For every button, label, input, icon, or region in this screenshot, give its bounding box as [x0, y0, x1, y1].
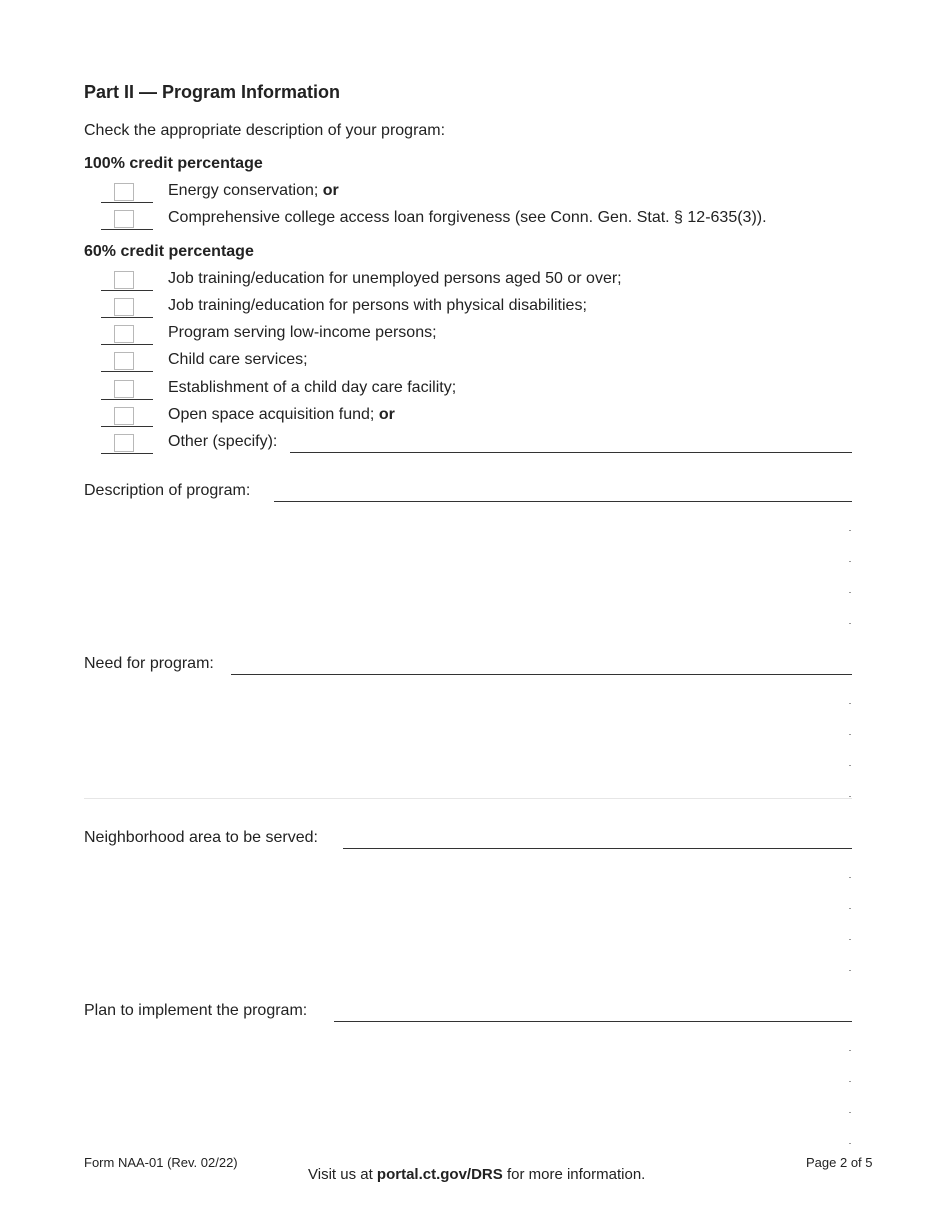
plan-label: Plan to implement the program: — [84, 1002, 308, 1019]
checkbox-underline — [101, 209, 153, 230]
page-number: Page 2 of 5 — [806, 1155, 873, 1170]
job-training-50-over-checkbox[interactable] — [114, 271, 134, 289]
job-training-disabilities-checkbox[interactable] — [114, 298, 134, 316]
other-specify-field[interactable] — [290, 432, 852, 453]
option-job-training-50-over — [84, 269, 854, 291]
checkbox-underline — [101, 270, 153, 291]
checkbox-underline — [101, 324, 153, 345]
other-checkbox[interactable] — [114, 434, 134, 452]
section-60-heading: 60% credit percentage — [84, 243, 254, 260]
line-marker — [849, 734, 851, 735]
option-energy-conservation — [84, 181, 854, 203]
line-marker — [849, 970, 851, 971]
checkbox-underline — [101, 379, 153, 400]
college-loan-forgiveness-checkbox[interactable] — [114, 210, 134, 228]
open-space-checkbox[interactable] — [114, 407, 134, 425]
line-marker — [849, 561, 851, 562]
option-label: Child care services; — [168, 351, 308, 368]
form-id: Form NAA-01 (Rev. 02/22) — [84, 1155, 238, 1170]
checkbox-underline — [101, 406, 153, 427]
part-title: Part II — Program Information — [84, 82, 341, 102]
option-label: Job training/education for persons with physical disabilities; — [168, 297, 587, 314]
need-label: Need for program: — [84, 655, 214, 672]
low-income-checkbox[interactable] — [114, 325, 134, 343]
neighborhood-label: Neighborhood area to be served: — [84, 829, 318, 846]
line-marker — [849, 703, 851, 704]
option-label: Energy conservation; or — [168, 182, 339, 199]
option-label: Job training/education for unemployed persons aged 50 or over; — [168, 270, 622, 287]
line-marker — [849, 592, 851, 593]
option-college-loan-forgiveness — [84, 208, 854, 230]
divider — [84, 798, 852, 799]
drs-portal-link[interactable]: portal.ct.gov/DRS — [376, 1166, 503, 1183]
checkbox-underline — [101, 182, 153, 203]
option-label: Open space acquisition fund; or — [168, 406, 395, 423]
child-care-checkbox[interactable] — [114, 352, 134, 370]
line-marker — [849, 908, 851, 909]
description-field[interactable] — [274, 481, 852, 502]
option-label: Other (specify): — [168, 433, 278, 450]
neighborhood-field[interactable] — [343, 828, 852, 849]
checkbox-underline — [101, 351, 153, 372]
line-marker — [849, 939, 851, 940]
line-marker — [849, 1050, 851, 1051]
day-care-facility-checkbox[interactable] — [114, 380, 134, 398]
energy-conservation-checkbox[interactable] — [114, 183, 134, 201]
description-label: Description of program: — [84, 482, 251, 499]
line-marker — [849, 623, 851, 624]
line-marker — [849, 1081, 851, 1082]
line-marker — [849, 877, 851, 878]
section-100-heading: 100% credit percentage — [84, 155, 263, 172]
checkbox-underline — [101, 433, 153, 454]
footer-visit-text: Visit us at portal.ct.gov/DRS for more information. — [308, 1166, 646, 1183]
option-day-care-facility — [84, 378, 854, 400]
option-other — [84, 432, 854, 454]
line-marker — [849, 1112, 851, 1113]
option-label: Establishment of a child day care facility; — [168, 379, 457, 396]
line-marker — [849, 765, 851, 766]
line-marker — [849, 530, 851, 531]
plan-field[interactable] — [334, 1001, 852, 1022]
option-open-space — [84, 405, 854, 427]
option-job-training-disabilities — [84, 296, 854, 318]
line-marker — [849, 1143, 851, 1144]
option-low-income — [84, 323, 854, 345]
instructions: Check the appropriate description of your program: — [84, 122, 446, 139]
option-child-care — [84, 350, 854, 372]
checkbox-underline — [101, 297, 153, 318]
line-marker — [849, 796, 851, 797]
option-label: Comprehensive college access loan forgiveness (see Conn. Gen. Stat. § 12-635(3)). — [168, 209, 767, 226]
option-label: Program serving low-income persons; — [168, 324, 437, 341]
need-field[interactable] — [231, 654, 852, 675]
